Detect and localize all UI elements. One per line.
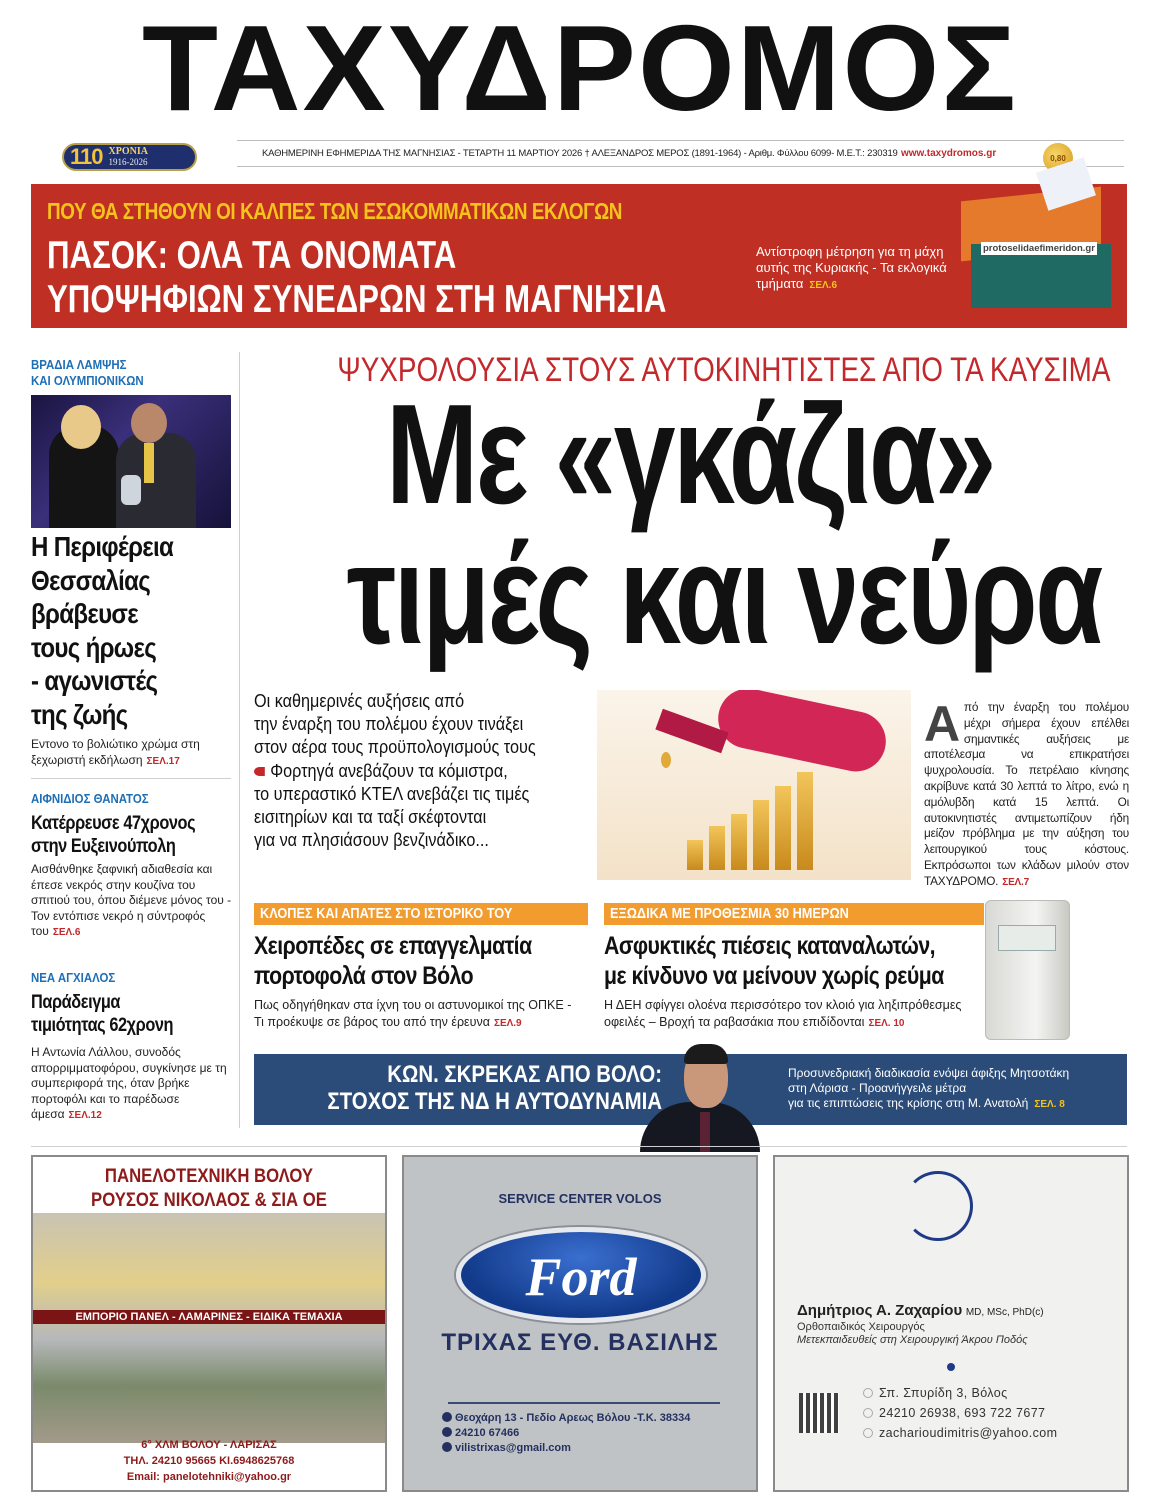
price-bar bbox=[731, 814, 747, 870]
doctor-role bbox=[797, 1321, 1028, 1347]
ad-divider bbox=[448, 1402, 720, 1404]
summary-line: Πως οδηγήθηκαν στα ίχνη του οι αστυνομικοί της ΟΠΚΕ - bbox=[254, 998, 572, 1012]
role-text: Ορθοπαιδικός Χειρουργός bbox=[797, 1321, 925, 1333]
summary-text: Αισθάνθηκε ξαφνική αδιαθεσία και έπεσε νεκρός στην κουζίνα του σπιτιού του, όπου διέμενε μόνος του - Τον εντόπισε νεκρό η σύντροφός του bbox=[31, 862, 232, 938]
left-story2-summary bbox=[31, 862, 236, 941]
left-story1-summary bbox=[31, 737, 236, 769]
fuel-hose bbox=[713, 690, 892, 777]
headline-line: Ασφυκτικές πιέσεις καταναλωτών, bbox=[604, 932, 936, 960]
lead-line: στον αέρα τους προϋπολογισμούς τους bbox=[254, 737, 536, 758]
ad-contact bbox=[33, 1437, 385, 1485]
column-divider bbox=[239, 352, 240, 1128]
page-ref: ΣΕΛ.9 bbox=[493, 1017, 522, 1029]
ad-phone: 24210 26938, 693 722 7677 bbox=[879, 1406, 1046, 1420]
watermark: protoselidaefimeridon.gr bbox=[983, 243, 1095, 254]
headline-line: της ζωής bbox=[31, 698, 128, 730]
ad-email: zacharioudimitris@yahoo.com bbox=[879, 1426, 1058, 1440]
headline-line: - αγωνιστές bbox=[31, 665, 158, 696]
price-bar bbox=[709, 826, 725, 870]
headline-line: Με «γκάζια» bbox=[385, 375, 995, 534]
anniversary-label: ΧΡΟΝΙΑ bbox=[108, 146, 148, 157]
headline-line: πορτοφολά στον Βόλο bbox=[254, 962, 474, 990]
main-story-kicker: ΨΥΧΡΟΛΟΥΣΙΑ ΣΤΟΥΣ ΑΥΤΟΚΙΝΗΤΙΣΤΕΣ ΑΠΟ ΤΑ ΚΑΥΣΙΜΑ bbox=[337, 351, 1111, 389]
ad-service-label: SERVICE CENTER VOLOS bbox=[498, 1191, 662, 1206]
ad-phone: ΤΗΛ. 24210 95665 ΚΙ.6948625768 bbox=[123, 1455, 295, 1467]
story-summary bbox=[604, 997, 984, 1032]
page-ref: ΣΕΛ. 10 bbox=[868, 1017, 905, 1029]
kicker-line: ΚΑΙ ΟΛΥΜΠΙΟΝΙΚΩΝ bbox=[31, 373, 144, 388]
lead-line: για να πλησιάσουν βενζινάδικο... bbox=[254, 830, 489, 851]
fuel-drop bbox=[661, 752, 671, 768]
page-ref: ΣΕΛ.6 bbox=[809, 280, 838, 291]
kicker-line: ΒΡΑΔΙΑ ΛΑΜΨΗΣ bbox=[31, 357, 127, 372]
text-line: στη Λάρισα - Προανήγγειλε μέτρα bbox=[788, 1081, 967, 1095]
page-ref: ΣΕΛ.7 bbox=[1002, 876, 1029, 888]
summary-line: Τι προέκυψε σε βάρος του από την έρευνα bbox=[254, 1014, 490, 1029]
summary-line: Η ΔΕΗ σφίγγει ολοένα περισσότερο τον κλοιό για ληξιπρόθεσμες bbox=[604, 998, 962, 1012]
left-story3-kicker: ΝΕΑ ΑΓΧΙΑΛΟΣ bbox=[31, 970, 116, 985]
lead-line: Οι καθημερινές αυξήσεις από bbox=[254, 691, 465, 711]
ad-address: Σπ. Σπυρίδη 3, Βόλος bbox=[879, 1386, 1008, 1400]
qr-code[interactable] bbox=[799, 1393, 839, 1433]
location-icon bbox=[863, 1388, 873, 1398]
headline-line: τιμές και νεύρα bbox=[346, 515, 1101, 674]
price-bar bbox=[753, 800, 769, 870]
bullet-icon bbox=[254, 767, 265, 776]
ad-email: vilistrixas@gmail.com bbox=[455, 1442, 571, 1454]
ad-doctor[interactable] bbox=[773, 1155, 1129, 1492]
top-banner-headline-line1: ΠΑΣΟΚ: ΟΛΑ ΤΑ ΟΝΟΜΑΤΑ bbox=[47, 234, 457, 277]
location-icon bbox=[442, 1412, 452, 1422]
photo-tie bbox=[144, 443, 154, 483]
lead-line: το υπεραστικό ΚΤΕΛ ανεβάζει τις τιμές bbox=[254, 783, 530, 804]
story-electricity[interactable] bbox=[604, 903, 984, 1032]
price-bar bbox=[797, 772, 813, 870]
left-story1-kicker bbox=[31, 357, 159, 389]
main-story-lead bbox=[254, 690, 560, 852]
summary-line: οφειλές – Βροχή τα ραβασάκια που επιδίδονται bbox=[604, 1014, 865, 1029]
anniversary-years: 1916-2026 bbox=[108, 157, 148, 167]
page-ref: ΣΕΛ.6 bbox=[52, 927, 81, 938]
phone-icon bbox=[442, 1427, 452, 1437]
headline-line: Η Περιφέρεια bbox=[31, 531, 174, 562]
price-bar bbox=[687, 840, 703, 870]
left-story2-headline[interactable] bbox=[31, 812, 195, 858]
doctor-credentials: MD, MSc, PhD(c) bbox=[965, 1307, 1044, 1318]
issue-info-line: ΚΑΘΗΜΕΡΙΝΗ ΕΦΗΜΕΡΙΔΑ ΤΗΣ ΜΑΓΝΗΣΙΑΣ - ΤΕΤΑΡΤΗ 11 ΜΑΡΤΙΟΥ 2026 † ΑΛΕΞΑΝΔΡΟΣ ΜΕΡΟΣ (1891-1964) - Αριθμ. Φύλλου 6099- Μ.Ε.Τ.: 230319 bbox=[262, 148, 898, 159]
doctor-name: Δημήτριος Α. Ζαχαρίου bbox=[797, 1302, 963, 1319]
price-bar bbox=[775, 786, 791, 870]
trophy-icon bbox=[121, 475, 141, 505]
top-banner-summary: Αντίστροφη μέτρηση για τη μάχη αυτής της Κυριακής - Τα εκλογικά τμήματα bbox=[756, 244, 947, 291]
electricity-meter-image bbox=[985, 900, 1070, 1040]
drop-cap: Α bbox=[924, 696, 960, 752]
headline-line: Θεσσαλίας bbox=[31, 564, 151, 596]
main-story-headline[interactable] bbox=[346, 375, 1101, 674]
summary-text: Η Αντωνία Λάλλου, συνοδός απορριμματοφόρου, συγκίνησε με τη συμπεριφορά της, όταν βρήκε πορτοφόλι και το παρέδωσε άμεσα bbox=[31, 1045, 227, 1121]
award-photo[interactable] bbox=[31, 395, 231, 528]
anniversary-badge bbox=[62, 143, 197, 171]
left-story3-summary bbox=[31, 1045, 236, 1124]
ad-email: Email: panelotehniki@yahoo.gr bbox=[126, 1471, 292, 1483]
headline-line: ΚΩΝ. ΣΚΡΕΚΑΣ ΑΠΟ ΒΟΛΟ: bbox=[387, 1061, 662, 1088]
story-kicker-bar bbox=[254, 903, 588, 925]
banner-headline bbox=[315, 1061, 662, 1115]
ad-title-line: ΡΟΥΣΟΣ ΝΙΚΟΛΑΟΣ & ΣΙΑ ΟΕ bbox=[91, 1190, 327, 1211]
headline-line: Παράδειγμα bbox=[31, 992, 121, 1013]
headline-line: ΣΤΟΧΟΣ ΤΗΣ ΝΔ Η ΑΥΤΟΔΥΝΑΜΙΑ bbox=[327, 1088, 662, 1115]
ad-business-name: ΤΡΙΧΑΣ ΕΥΘ. ΒΑΣΙΛΗΣ bbox=[441, 1329, 719, 1356]
ad-address: Θεοχάρη 13 - Πεδίο Αρεως Βόλου -Τ.Κ. 38334 bbox=[455, 1412, 691, 1424]
specialty-text: Μετεκπαιδευθείς στη Χειρουργική Άκρου Ποδός bbox=[797, 1334, 1028, 1346]
phone-icon bbox=[863, 1408, 873, 1418]
ford-logo-text: Ford bbox=[525, 1247, 637, 1307]
body-text: πό την έναρξη του πολέμου μέχρι σήμερα έχουν επέλθει σημαντικές αυξήσεις με αποτέλεσμα να επικρατήσει ψυχρολουσία. Το πετρέλαιο κίνησης ακρίβυνε κατά 30 λεπτά το λίτρο, ενώ η αμόλυβδη κατά 15 λεπτά. Οι αυτοκινητιστές αντιμετωπίζουν ήδη μείζον πρόβλημα με την αύξηση του λειτουργικού τους κόστους. Εκπρόσωποι των κλάδων μιλούν στον ΤΑΧΥΔΡΟΜΟ. bbox=[924, 700, 1129, 888]
page-ref: ΣΕΛ. 8 bbox=[1034, 1099, 1065, 1110]
ad-title-line: ΠΑΝΕΛΟΤΕΧΝΙΚΗ ΒΟΛΟΥ bbox=[104, 1166, 314, 1187]
website-link[interactable]: www.taxydromos.gr bbox=[901, 148, 997, 159]
photo-person-man-head bbox=[131, 403, 167, 443]
price-badge: 0,80 bbox=[1043, 143, 1073, 173]
text-line: Προσυνεδριακή διαδικασία ενόψει άφιξης Μητσοτάκη bbox=[788, 1066, 1070, 1080]
ad-phone: 24210 67466 bbox=[455, 1427, 520, 1439]
headline-line: Κατέρρευσε 47χρονος bbox=[31, 813, 196, 834]
left-story3-headline[interactable] bbox=[31, 991, 173, 1037]
lead-line: εισιτηρίων και τα ταξί σκέφτονται bbox=[254, 807, 487, 828]
ford-logo bbox=[456, 1227, 706, 1323]
lead-line: Φορτηγά ανεβάζουν τα κόμιστρα, bbox=[270, 760, 508, 781]
politician-portrait bbox=[640, 1040, 760, 1152]
doctor-name-line bbox=[797, 1302, 1044, 1319]
headline-line: τους ήρωες bbox=[31, 631, 157, 663]
headline-line: Χειροπέδες σε επαγγελματία bbox=[254, 932, 532, 960]
story-headline bbox=[604, 931, 944, 991]
left-story1-headline[interactable] bbox=[31, 530, 203, 731]
portrait-hair bbox=[684, 1044, 728, 1064]
anniversary-number: 110 bbox=[70, 144, 103, 169]
page-ref: ΣΕΛ.12 bbox=[68, 1110, 102, 1121]
headline-line: στην Ευξεινούπολη bbox=[31, 836, 176, 857]
headline-line: βράβευσε bbox=[31, 598, 138, 629]
left-story2-kicker: ΑΙΦΝΙΔΙΟΣ ΘΑΝΑΤΟΣ bbox=[31, 791, 149, 806]
kicker-text: ΕΞΩΔΙΚΑ ΜΕ ΠΡΟΘΕΣΜΙΑ 30 ΗΜΕΡΩΝ bbox=[610, 905, 849, 922]
email-icon bbox=[863, 1428, 873, 1438]
top-banner-headline-line2: ΥΠΟΨΗΦΙΩΝ ΣΥΝΕΔΡΩΝ ΣΤΗ ΜΑΓΝΗΣΙΑ bbox=[47, 278, 667, 321]
headline-line: με κίνδυνο να μείνουν χωρίς ρεύμα bbox=[604, 962, 944, 990]
top-banner[interactable] bbox=[31, 184, 1127, 328]
ad-panelotexniki[interactable] bbox=[31, 1155, 387, 1492]
email-icon bbox=[442, 1442, 452, 1452]
ad-contact bbox=[442, 1411, 690, 1456]
doctor-contact bbox=[863, 1383, 1057, 1443]
top-banner-headline bbox=[47, 234, 666, 322]
story-kicker-bar bbox=[604, 903, 984, 925]
page-ref: ΣΕΛ.17 bbox=[146, 755, 180, 767]
photo-person-woman-head bbox=[61, 405, 101, 449]
headline-line: τιμιότητας 62χρονη bbox=[31, 1015, 174, 1036]
foot-logo-icon bbox=[903, 1171, 973, 1241]
summary-text: Εντονο το βολιώτικο χρώμα στη ξεχωριστή εκδήλωση bbox=[31, 737, 200, 767]
text-line: για τις επιπτώσεις της κρίσης στη Μ. Ανατολή bbox=[788, 1096, 1029, 1110]
meter-display bbox=[998, 925, 1056, 951]
lead-line: την έναρξη του πολέμου έχουν τινάξει bbox=[254, 714, 524, 735]
story-headline bbox=[254, 931, 538, 991]
top-banner-side-text bbox=[756, 244, 956, 294]
ad-ford[interactable] bbox=[402, 1155, 758, 1492]
header-rule-top bbox=[237, 140, 1124, 141]
ads-divider bbox=[31, 1146, 1127, 1147]
top-banner-kicker: ΠΟΥ ΘΑ ΣΤΗΘΟΥΝ ΟΙ ΚΑΛΠΕΣ ΤΩΝ ΕΣΩΚΟΜΜΑΤΙΚΩΝ ΕΚΛΟΓΩΝ bbox=[47, 198, 623, 224]
kicker-text: ΚΛΟΠΕΣ ΚΑΙ ΑΠΑΤΕΣ ΣΤΟ ΙΣΤΟΡΙΚΟ ΤΟΥ bbox=[260, 905, 513, 922]
fuel-pump-image[interactable] bbox=[597, 690, 911, 880]
ad-title bbox=[54, 1165, 364, 1213]
ad-address: 6° ΧΛΜ ΒΟΛΟΥ - ΛΑΡΙΣΑΣ bbox=[141, 1439, 277, 1451]
story-pickpocket[interactable] bbox=[254, 903, 588, 1032]
banner-text bbox=[788, 1066, 1069, 1112]
newspaper-title: ΤΑΧΥΔΡΟΜΟΣ bbox=[141, 0, 1019, 136]
ad-panels-photo bbox=[33, 1213, 385, 1443]
ad-strip: ΕΜΠΟΡΙΟ ΠΑΝΕΛ - ΛΑΜΑΡΙΝΕΣ - ΕΙΔΙΚΑ ΤΕΜΑΧΙΑ bbox=[33, 1310, 385, 1324]
main-story-body bbox=[924, 696, 1129, 891]
story-summary bbox=[254, 997, 588, 1032]
divider bbox=[31, 778, 231, 779]
decorative-dot bbox=[947, 1363, 955, 1371]
